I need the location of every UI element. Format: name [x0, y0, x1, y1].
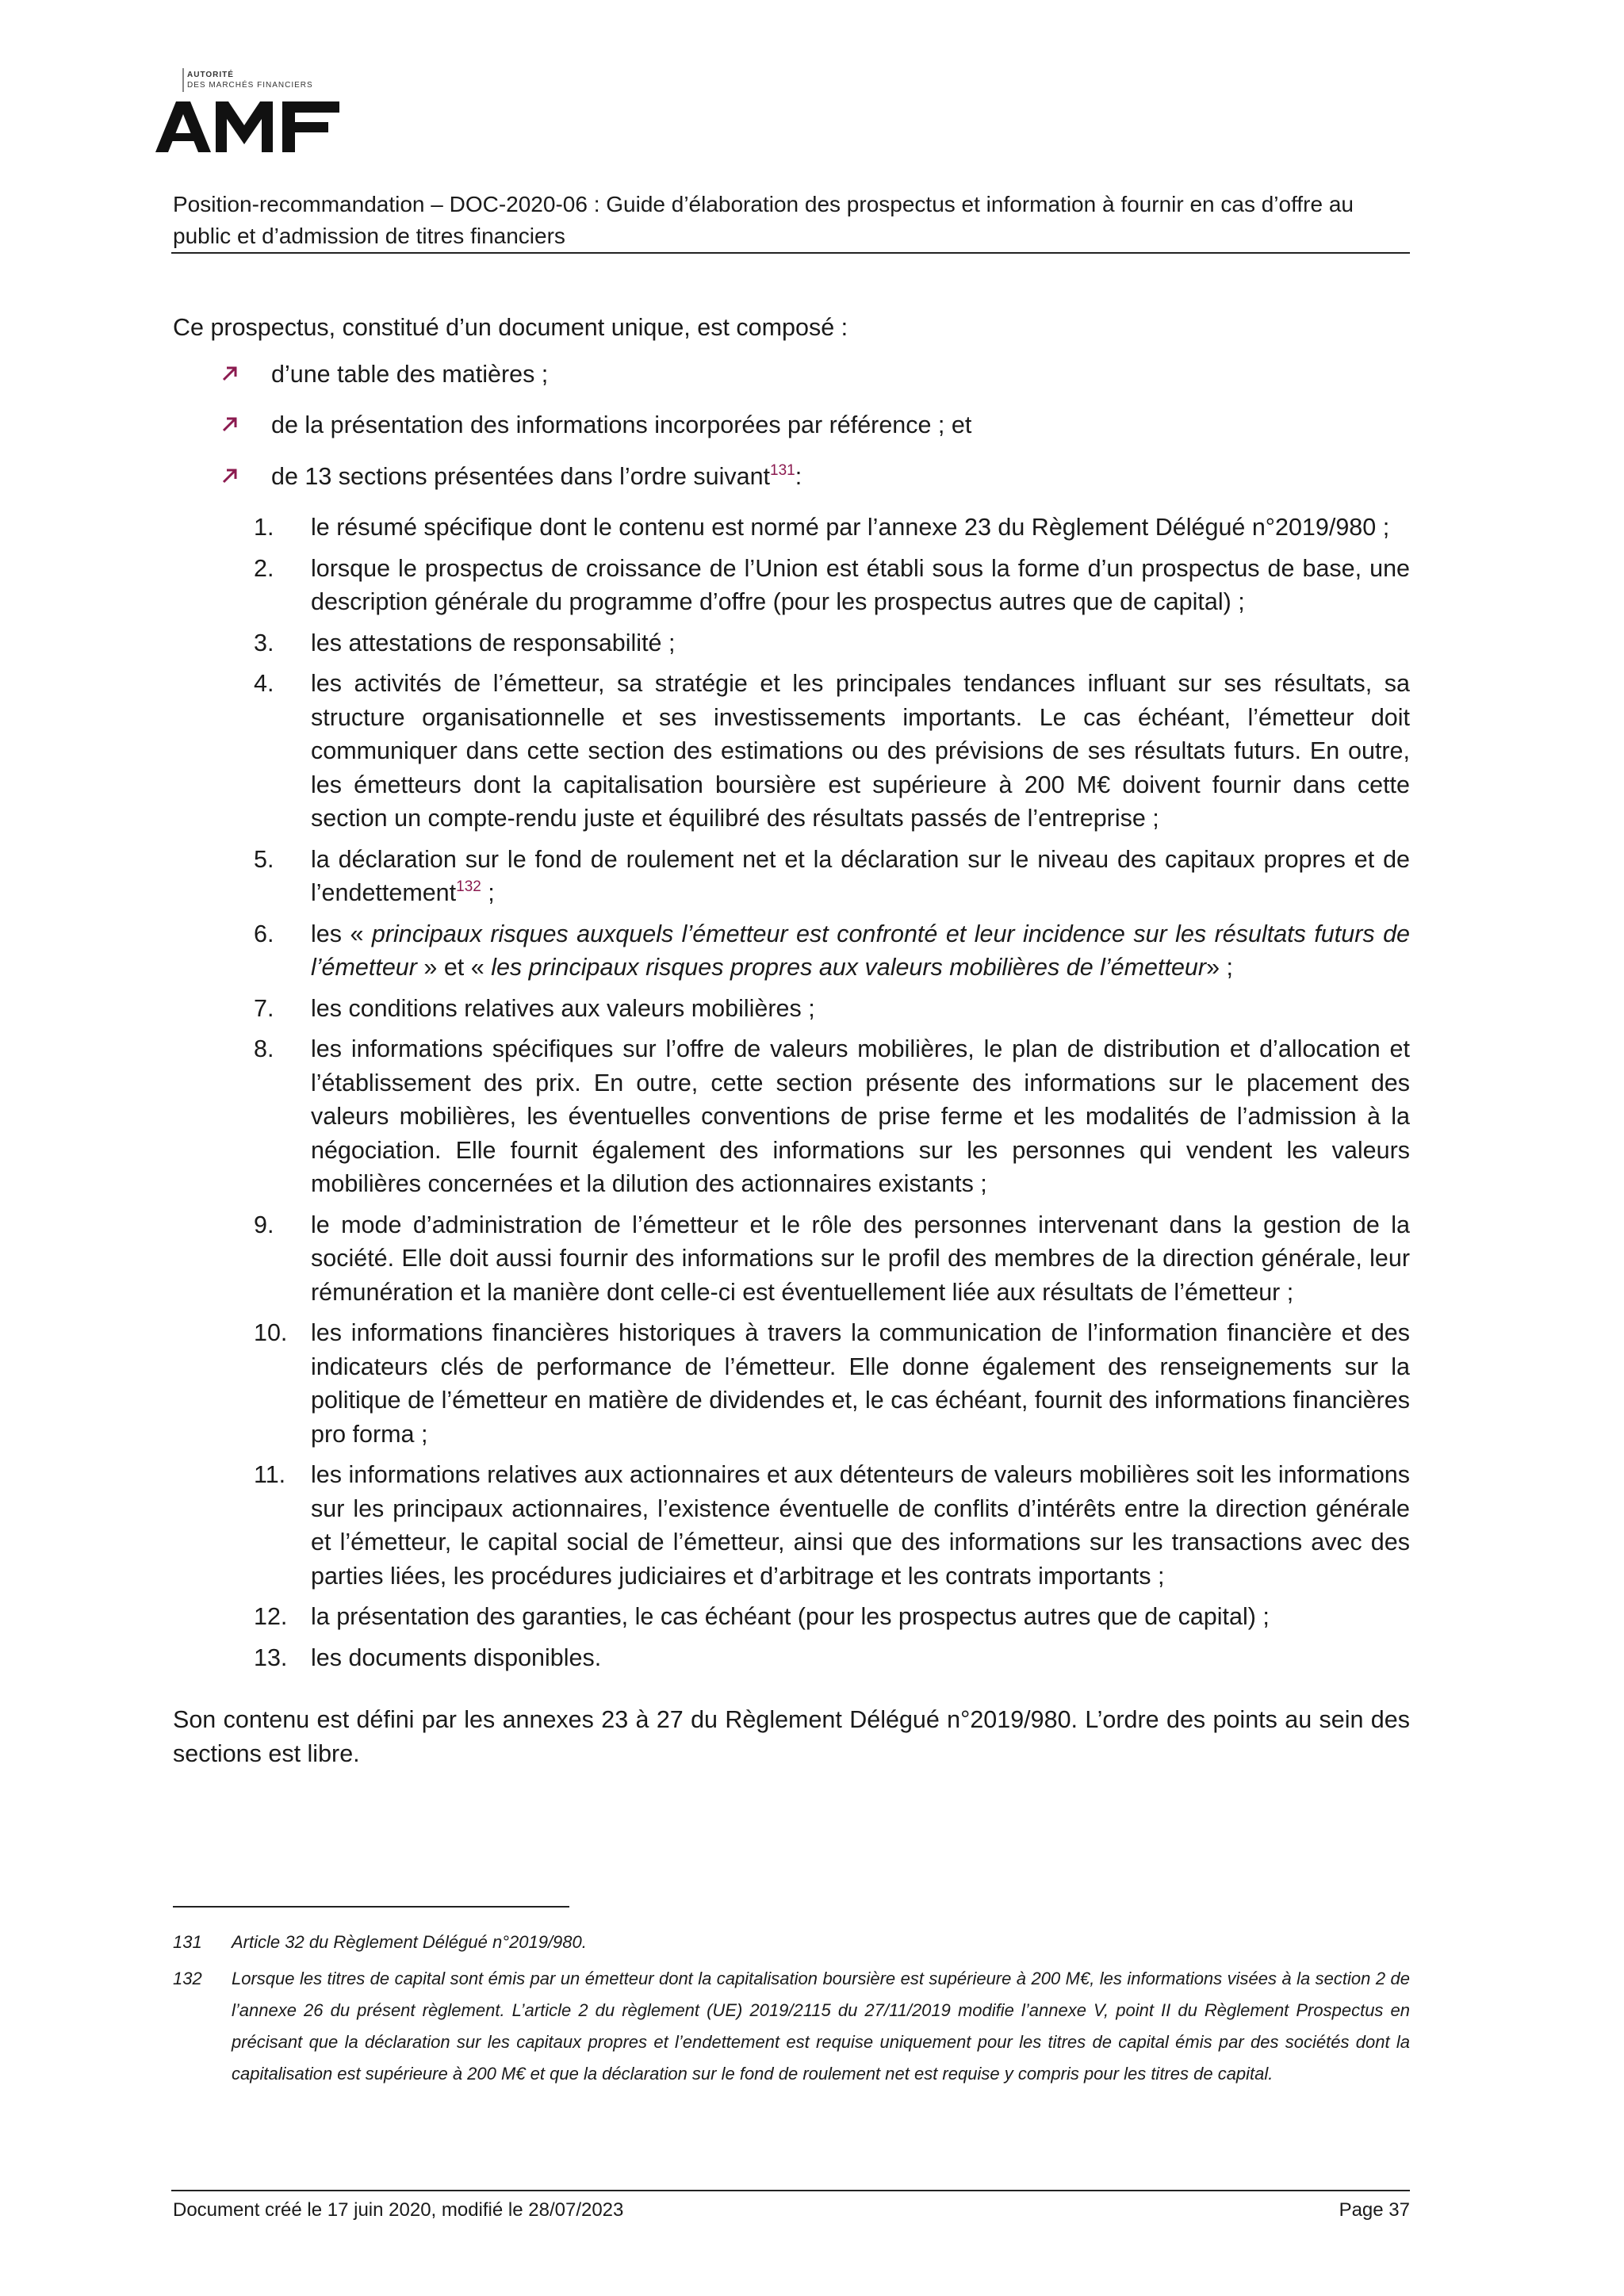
- section-item: [173, 626, 1410, 660]
- section-item: [173, 917, 1410, 985]
- logo-subtitle: [187, 70, 313, 90]
- closing-paragraph: Son contenu est défini par les annexes 23 à 27 du Règlement Délégué n°2019/980. L’ordre des points au sein des sections est libre.: [173, 1706, 1410, 1767]
- section-item: [173, 1641, 1410, 1675]
- section-list: [173, 511, 1410, 1674]
- section-text: le mode d’administration de l’émetteur et le rôle des personnes intervenant dans la gestion de la société. Elle doit aussi fournir des informations sur le profil des membres de la direction générale, leur rémunération et la manière dont celle-ci est éventuellement liée aux résultats de l’émetteur ;: [311, 1211, 1410, 1306]
- section-number: 11.: [254, 1461, 286, 1488]
- footnote-text: Lorsque les titres de capital sont émis par un émetteur dont la capitalisation boursière est supérieure à 200 M€, les informations visées à la section 2 de l’annexe 26 du présent règlement. L’article 2 du règlement (UE) 2019/2115 du 27/11/2019 modifie l’annexe V, point II du Règlement Prospectus en précisant que la déclaration sur les capitaux propres et l’endettement est requise uniquement pour les titres de capital émis par des sociétés dont la capitalisation est supérieure à 200 M€ et que la déclaration sur le fond de roulement net est requise y compris pour les titres de capital.: [232, 1969, 1410, 2084]
- section-number: 6.: [254, 920, 274, 947]
- amf-logo: [155, 67, 362, 162]
- bullet-item: [173, 460, 1410, 494]
- section-item: [173, 992, 1410, 1026]
- section-text: lorsque le prospectus de croissance de l’Union est établi sous la forme d’un prospectus de base, une description générale du programme d’offre (pour les prospectus autres que de capital) ;: [311, 554, 1410, 615]
- section-text-italic: les principaux risques propres aux valeurs mobilières de l’émetteur: [491, 954, 1207, 981]
- bullet-text: de 13 sections présentées dans l’ordre suivant: [271, 462, 771, 490]
- footnote-ref-131[interactable]: 131: [770, 461, 795, 479]
- section-text-post: » ;: [1206, 954, 1233, 981]
- bullet-text-suffix: :: [795, 462, 802, 490]
- document-body: [173, 311, 1410, 1770]
- section-text: les attestations de responsabilité ;: [311, 629, 676, 656]
- intro-paragraph: Ce prospectus, constitué d’un document unique, est composé :: [173, 314, 848, 341]
- logo-divider: [182, 68, 184, 92]
- page-number: Page 37: [1339, 2199, 1410, 2221]
- document-header-title: Position-recommandation – DOC-2020-06 : Guide d’élaboration des prospectus et information à fournir en cas d’offre au public et d’admission de titres financiers: [173, 192, 1354, 248]
- footnote-number: 132: [173, 1969, 202, 1988]
- section-text: les documents disponibles.: [311, 1644, 602, 1671]
- bullet-item: [173, 408, 1410, 442]
- footnote-divider: [173, 1906, 569, 1908]
- section-item: [173, 667, 1410, 836]
- section-item: [173, 1316, 1410, 1451]
- logo-subtitle-line1: AUTORITÉ: [187, 71, 234, 79]
- section-text: les informations relatives aux actionnaires et aux détenteurs de valeurs mobilières soit les informations sur les principaux actionnaires, l’existence éventuelle de conflits d’intérêts entre la direction générale et l’émetteur, le capital social de l’émetteur, ainsi que des informations sur les transactions avec des parties liées, les procédures judiciaires et d’arbitrage et les contrats importants ;: [311, 1461, 1410, 1590]
- section-number: 9.: [254, 1211, 274, 1238]
- section-number: 2.: [254, 554, 274, 582]
- section-number: 13.: [254, 1644, 288, 1671]
- section-number: 7.: [254, 994, 274, 1022]
- footer-divider: [171, 2190, 1410, 2191]
- section-item: [173, 1458, 1410, 1593]
- footer-date: Document créé le 17 juin 2020, modifié le 28/07/2023: [173, 2199, 624, 2221]
- section-text: la déclaration sur le fond de roulement net et la déclaration sur le niveau des capitaux propres et de l’endettement: [311, 845, 1410, 906]
- section-item: [173, 1600, 1410, 1634]
- section-number: 4.: [254, 670, 274, 697]
- section-item: [173, 843, 1410, 910]
- footnote-ref-132[interactable]: 132: [456, 878, 481, 895]
- section-number: 1.: [254, 514, 274, 541]
- bullet-text: de la présentation des informations incorporées par référence ; et: [271, 411, 972, 438]
- section-text-italic: principaux risques auxquels l’émetteur est confronté et leur incidence sur les résultats futurs de l’émetteur: [311, 920, 1410, 981]
- section-number: 3.: [254, 629, 274, 656]
- footnote-131: [173, 1927, 1410, 1958]
- section-number: 8.: [254, 1035, 274, 1062]
- section-item: [173, 511, 1410, 545]
- section-text-pre: les «: [311, 920, 372, 947]
- section-text: le résumé spécifique dont le contenu est normé par l’annexe 23 du Règlement Délégué n°2019/980 ;: [311, 514, 1390, 541]
- section-text: les activités de l’émetteur, sa stratégie et les principales tendances influant sur ses résultats, sa structure organisationnelle et ses investissements importants. Le cas échéant, l’émetteur doit communiquer dans cette section des estimations ou des prévisions de ses résultats futurs. En outre, les émetteurs dont la capitalisation boursière est supérieure à 200 M€ doivent fournir dans cette section un compte-rendu juste et équilibré des résultats passés de l’entreprise ;: [311, 670, 1410, 832]
- section-text-suffix: ;: [481, 879, 495, 906]
- footnotes: [173, 1927, 1410, 2095]
- footnote-132: [173, 1963, 1410, 2090]
- section-number: 5.: [254, 845, 274, 873]
- logo-subtitle-line2: DES MARCHÉS FINANCIERS: [187, 81, 313, 90]
- bullet-list: [173, 358, 1410, 494]
- header-divider: [171, 252, 1410, 254]
- amf-logo-mark: [155, 101, 354, 152]
- bullet-text: d’une table des matières ;: [271, 360, 549, 388]
- bullet-item: [173, 358, 1410, 392]
- footnote-number: 131: [173, 1932, 202, 1952]
- section-text-mid: » et «: [416, 954, 492, 981]
- footnote-text: Article 32 du Règlement Délégué n°2019/980.: [232, 1932, 587, 1952]
- section-text: les informations spécifiques sur l’offre de valeurs mobilières, le plan de distribution et d’allocation et l’établissement des prix. En outre, cette section présente des informations sur le placement des valeurs mobilières, les éventuelles conventions de prise ferme et les modalités de l’admission à la négociation. Elle fournit également des informations sur les personnes qui vendent les valeurs mobilières concernées et la dilution des actionnaires existants ;: [311, 1035, 1410, 1197]
- section-text: la présentation des garanties, le cas échéant (pour les prospectus autres que de capital) ;: [311, 1603, 1270, 1630]
- section-item: [173, 1032, 1410, 1201]
- section-number: 12.: [254, 1603, 288, 1630]
- section-item: [173, 552, 1410, 619]
- section-text: les conditions relatives aux valeurs mobilières ;: [311, 994, 815, 1022]
- section-text: les informations financières historiques à travers la communication de l’information financière et des indicateurs clés de performance de l’émetteur. Elle donne également des renseignements sur la politique de l’émetteur en matière de dividendes et, le cas échéant, fournit des informations financières pro forma ;: [311, 1319, 1410, 1448]
- section-item: [173, 1208, 1410, 1310]
- section-number: 10.: [254, 1319, 288, 1346]
